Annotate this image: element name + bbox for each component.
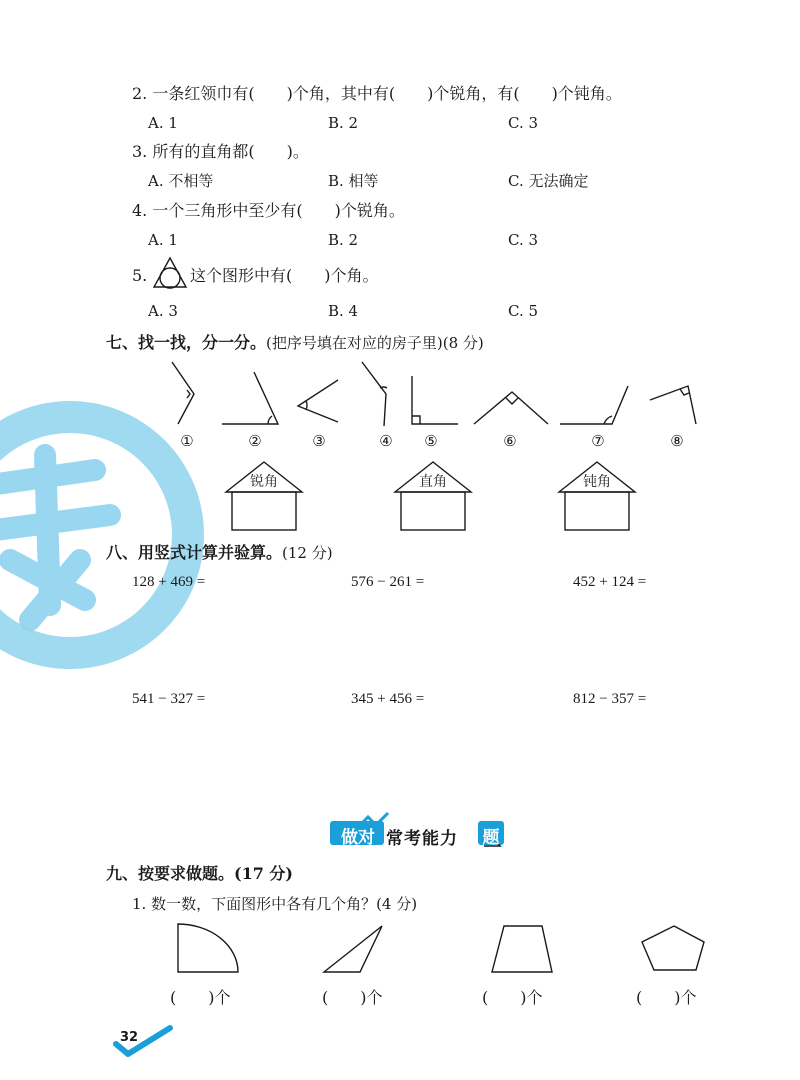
angle-8 (650, 386, 696, 424)
answer-blank-3[interactable]: ( )个 (482, 988, 543, 1007)
section-8-heading: 八、用竖式计算并验算。 (106, 543, 283, 562)
banner-part3: 题 (482, 828, 500, 848)
house-right[interactable] (393, 460, 473, 532)
angle-6 (474, 392, 548, 424)
angles-figure (160, 358, 720, 430)
section-8-heading-row (106, 543, 333, 563)
calc-4: 541 − 327 = (132, 691, 206, 707)
answer-blank-1[interactable]: ( )个 (170, 988, 231, 1007)
question-5-text: 这个图形中有( )个角。 (190, 266, 379, 285)
q3-option-b: B. 相等 (328, 172, 379, 190)
angle-4 (362, 362, 386, 426)
house-acute-label: 锐角 (250, 474, 278, 490)
calc-2: 576 − 261 = (351, 574, 425, 590)
banner-part1: 做对 (341, 828, 375, 848)
triangle-circle-figure (152, 256, 188, 292)
house-obtuse-label: 钝角 (583, 474, 611, 490)
angle-number-5: ⑤ (424, 432, 438, 450)
question-3-text: 3. 所有的直角都( )。 (132, 142, 309, 161)
banner (328, 815, 508, 849)
q4-option-a: A. 1 (148, 231, 178, 249)
question-4-text: 4. 一个三角形中至少有( )个锐角。 (132, 201, 405, 220)
trapezoid-shape (492, 926, 552, 972)
house-right-label: 直角 (419, 474, 447, 490)
angle-3 (298, 380, 338, 422)
answer-blank-2[interactable]: ( )个 (322, 988, 383, 1007)
question-2-text: 2. 一条红领巾有( )个角，其中有( )个锐角，有( )个钝角。 (132, 84, 622, 103)
pentagon-shape (642, 926, 704, 970)
triangle-shape (324, 926, 382, 972)
angle-2 (222, 372, 278, 424)
page-number: 32 (120, 1030, 139, 1045)
q2-option-b: B. 2 (328, 114, 359, 132)
q2-option-c: C. 3 (508, 114, 539, 132)
angle-number-6: ⑥ (503, 432, 517, 450)
banner-part2: 常考能力 (386, 829, 458, 849)
q5-option-b: B. 4 (328, 302, 359, 320)
calc-1: 128 + 469 = (132, 574, 206, 590)
angle-7 (560, 386, 628, 424)
angle-number-7: ⑦ (591, 432, 605, 450)
house-acute[interactable] (224, 460, 304, 532)
q3-option-c: C. 无法确定 (508, 172, 589, 190)
section-7-heading-row (106, 333, 484, 353)
q5-option-c: C. 5 (508, 302, 539, 320)
house-obtuse[interactable] (557, 460, 637, 532)
angle-number-2: ② (248, 432, 262, 450)
q4-option-c: C. 3 (508, 231, 539, 249)
section-7-heading: 七、找一找，分一分。 (106, 333, 267, 352)
angle-1 (172, 362, 194, 424)
quarter-circle-shape (178, 924, 238, 972)
question-5-number: 5. (132, 266, 148, 285)
q5-option-a: A. 3 (148, 302, 178, 320)
angle-5 (412, 376, 458, 424)
angle-number-4: ④ (379, 432, 393, 450)
angle-number-8: ⑧ (670, 432, 684, 450)
q3-option-a: A. 不相等 (148, 172, 214, 190)
calc-6: 812 − 357 = (573, 691, 647, 707)
calc-5: 345 + 456 = (351, 691, 425, 707)
shapes-figure (170, 920, 720, 978)
section-8-score: (12 分) (282, 544, 333, 562)
section-9-q1: 1. 数一数，下面图形中各有几个角？(4 分) (132, 895, 418, 913)
q2-option-a: A. 1 (148, 114, 178, 132)
section-9-heading: 九、按要求做题。(17 分) (106, 864, 293, 883)
calc-3: 452 + 124 = (573, 574, 647, 590)
angle-number-3: ③ (312, 432, 326, 450)
answer-blank-4[interactable]: ( )个 (636, 988, 697, 1007)
angle-number-1: ① (180, 432, 194, 450)
q4-option-b: B. 2 (328, 231, 359, 249)
section-7-note: (把序号填在对应的房子里)(8 分) (266, 334, 484, 352)
page-number-badge (110, 1024, 180, 1060)
